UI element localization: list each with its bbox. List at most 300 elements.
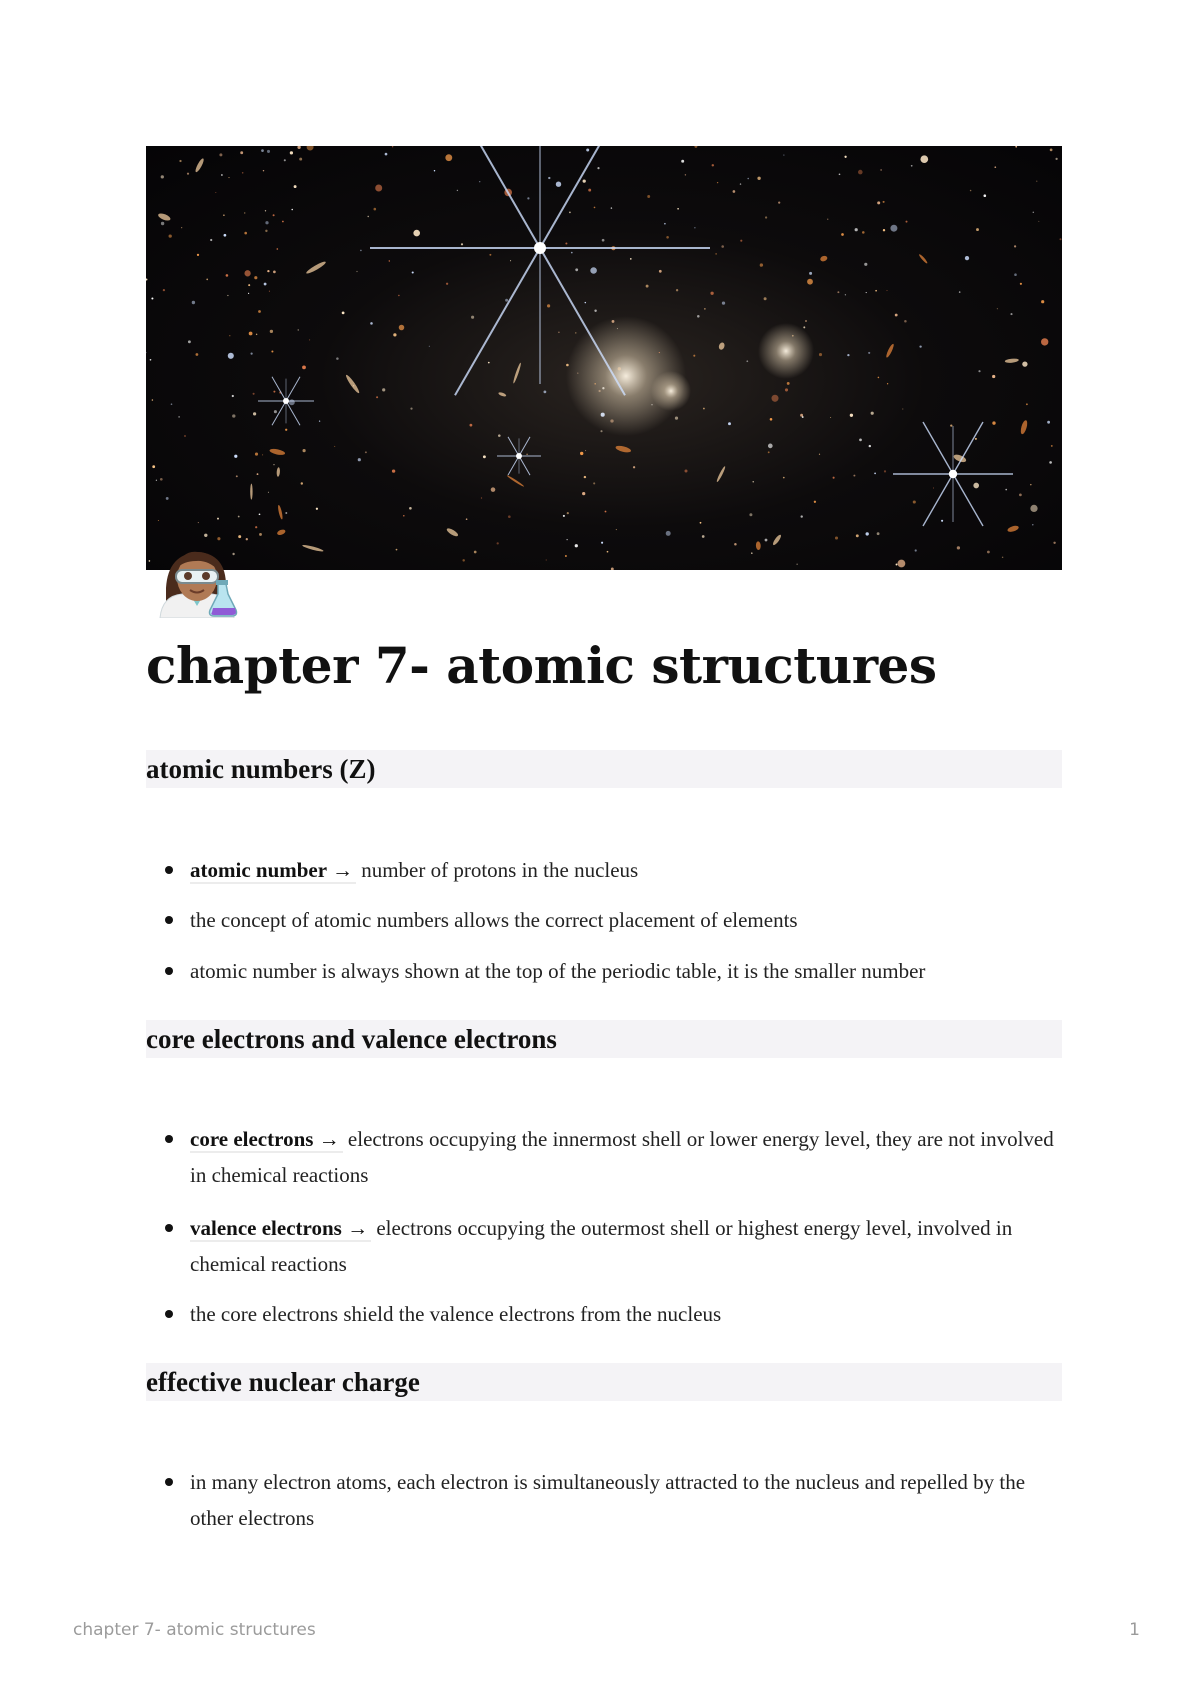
star-dot [871,412,874,415]
galaxy-glow [758,323,814,379]
star-dot [268,492,269,493]
star-dot [797,564,798,565]
star-dot [704,308,705,309]
star-dot [316,508,318,510]
bright-star [258,377,314,425]
star-dot [957,546,960,549]
star-dot [309,339,310,340]
star-dot [336,357,339,360]
star-dot [787,382,790,385]
star-dot [915,549,917,551]
star-dot [244,270,250,276]
star-dot [712,164,714,166]
bright-star [893,422,1013,526]
item-text: in many electron atoms, each electron is simultaneously attracted to the nucleus and repelled by the other electrons [190,1470,1026,1530]
star-dot [728,422,731,425]
star-dot [382,388,385,391]
cover-image [146,146,1062,570]
star-dot [722,301,725,304]
star-dot [778,201,780,203]
star-dot [238,516,240,518]
star-dot [858,170,863,175]
star-dot [884,470,886,472]
star-dot [874,473,876,475]
star-dot [913,500,916,503]
star-dot [152,465,155,468]
star-dot [875,290,877,292]
star-dot [697,315,700,318]
star-dot [265,221,268,224]
star-dot [987,551,990,554]
star-dot [393,333,396,336]
star-dot [975,438,977,440]
list-item [190,1210,1070,1282]
bullet-icon [165,1224,173,1232]
star-dot [301,482,303,484]
star-dot [265,230,267,232]
star-dot [1051,445,1053,447]
star-dot [271,350,273,352]
star-dot [267,270,269,272]
star-dot [221,174,223,176]
star-dot [389,260,390,261]
star-dot [334,446,335,447]
star-dot [429,346,430,347]
star-dot [181,227,182,228]
star-dot [593,482,595,484]
star-dot [675,417,678,420]
star-dot [733,190,736,193]
star-dot [841,233,844,236]
list-item [190,1464,1070,1536]
star-dot [703,408,705,410]
star-dot [565,242,567,244]
star-dot [470,424,473,427]
star-dot [1047,421,1050,424]
star-dot [356,271,357,272]
star-dot [267,150,270,153]
star-dot [575,544,578,547]
star-dot [548,177,550,179]
star-dot [358,458,361,461]
star-dot [556,181,561,186]
star-dot [819,454,820,455]
star-dot [253,393,255,395]
galaxy-smudge [345,374,361,395]
star-dot [771,395,778,402]
star-dot [291,209,293,211]
galaxy-smudge [756,541,761,550]
star-dot [146,279,147,281]
section-heading-core-valence: core electrons and valence electrons [146,1020,1062,1058]
star-dot [877,201,880,204]
star-dot [830,417,831,418]
star-dot [244,232,247,235]
star-dot [992,421,995,424]
item-text: the core electrons shield the valence electrons from the nucleus [190,1302,722,1326]
list-item [190,902,1070,938]
star-dot [1059,238,1061,240]
star-dot [666,531,671,536]
star-dot [693,355,695,357]
star-dot [594,207,596,209]
star-dot [457,190,458,191]
star-dot [747,178,749,180]
star-dot [765,539,768,542]
star-dot [694,227,695,228]
star-dot [392,146,393,147]
star-dot [376,396,378,398]
star-dot [527,197,529,199]
star-dot [835,536,838,539]
galaxy-smudge [276,529,286,537]
star-dot [611,207,612,208]
star-dot [262,454,263,455]
galaxy-smudge [885,343,895,358]
star-dot [342,312,345,315]
star-dot [585,302,586,303]
star-dot [166,497,169,500]
star-dot [959,291,961,293]
star-dot [413,230,420,237]
star-dot [1019,494,1022,497]
star-dot [227,295,228,296]
star-dot [273,391,275,393]
star-dot [489,254,491,256]
star-dot [229,335,230,336]
star-dot [253,412,256,415]
star-dot [224,234,227,237]
star-dot [285,429,287,431]
star-dot [257,473,259,475]
star-dot [508,515,511,518]
star-dot [567,539,568,540]
star-dot [616,529,617,530]
star-dot [228,177,229,178]
star-dot [446,283,448,285]
star-dot [978,370,980,372]
star-dot [251,353,253,355]
bright-star [497,437,541,475]
star-dot [864,263,867,266]
star-dot [585,450,586,451]
star-dot [409,507,412,510]
star-dot [715,253,716,254]
star-dot [466,518,468,520]
bullet-icon [165,1310,173,1318]
star-dot [198,522,199,523]
galaxy-smudge [1005,358,1019,363]
galaxy-field-image [146,146,1062,570]
item-text: the concept of atomic numbers allows the correct placement of elements [190,908,798,932]
star-dot [883,229,885,231]
star-dot [685,174,686,175]
star-dot [228,353,234,359]
star-dot [994,166,996,168]
star-dot [491,487,496,492]
galaxy-smudge [1007,525,1020,533]
star-dot [481,497,482,498]
bullet-icon [165,1478,173,1486]
galaxy-smudge [1020,420,1029,435]
galaxy-smudge [277,505,283,520]
star-dot [973,483,979,489]
star-dot [1053,542,1055,544]
star-dot [392,469,395,472]
star-dot [803,326,805,328]
star-dot [248,293,249,294]
galaxy-smudge [269,448,286,456]
star-dot [307,146,314,151]
star-dot [488,362,490,364]
star-dot [710,292,713,295]
star-dot [853,475,855,477]
star-dot [844,156,846,158]
star-dot [497,542,499,544]
star-dot [254,276,257,279]
item-text: electrons occupying the innermost shell or lower energy level, they are not involved in chemical reactions [190,1127,1054,1187]
star-dot [558,332,560,334]
galaxy-smudge [302,544,324,553]
star-dot [877,532,880,535]
scientist-emoji-icon [152,528,242,618]
star-dot [866,292,867,293]
star-dot [594,309,596,311]
page-number: 1 [1129,1620,1140,1640]
star-dot [887,383,888,384]
galaxy-smudge [194,158,205,174]
star-dot [997,308,998,309]
star-dot [370,322,373,325]
star-dot [814,501,816,503]
star-dot [215,192,216,193]
star-dot [544,391,547,394]
star-dot [801,515,803,517]
star-dot [152,399,154,401]
galaxy-smudge [276,467,280,477]
star-dot [563,515,565,517]
star-dot [1030,484,1032,486]
star-dot [249,332,253,336]
star-dot [184,435,186,437]
star-dot [760,263,763,266]
star-dot [783,155,784,156]
star-dot [505,299,508,302]
item-text: electrons occupying the outermost shell or highest energy level, involved in chemical reactions [190,1216,1013,1276]
star-dot [700,522,702,524]
star-dot [746,360,748,362]
galaxy-smudge [716,466,726,483]
star-dot [240,151,243,154]
star-dot [368,216,369,217]
star-dot [270,330,273,333]
star-dot [264,283,267,286]
star-dot [757,177,760,180]
star-dot [1041,338,1048,345]
star-dot [396,549,398,551]
star-dot [880,169,881,170]
star-dot [807,279,813,285]
star-dot [151,297,153,299]
star-dot [248,284,250,286]
star-dot [234,455,237,458]
item-text: atomic number is always shown at the top of the periodic table, it is the smaller number [190,959,926,983]
galaxy-smudge [820,255,829,262]
star-dot [149,560,151,562]
term-label: valence electrons → [190,1216,371,1242]
star-dot [273,271,276,274]
star-dot [285,512,287,514]
star-dot [196,353,199,356]
star-dot [809,272,812,275]
star-dot [479,181,480,182]
star-dot [146,352,147,353]
star-dot [412,271,414,273]
star-dot [611,568,614,570]
star-dot [1015,146,1017,148]
star-dot [768,451,770,453]
star-dot [805,320,807,322]
star-dot [819,353,822,356]
star-dot [297,146,300,149]
star-dot [302,366,306,370]
galaxy-smudge [157,212,171,222]
star-dot [171,403,173,405]
list-item [190,852,1070,888]
star-dot [633,466,635,468]
star-dot [1033,212,1034,213]
star-dot [206,279,208,281]
star-dot [833,477,835,479]
star-dot [694,146,697,148]
star-dot [547,304,550,307]
star-dot [837,291,839,293]
star-dot [659,270,662,273]
star-dot [890,225,897,232]
star-dot [768,444,773,449]
list-item [190,1121,1070,1193]
star-dot [1020,283,1022,285]
bullet-icon [165,967,173,975]
star-dot [246,538,248,540]
star-dot [869,445,871,447]
star-dot [902,408,903,409]
star-dot [586,149,589,152]
star-dot [276,248,278,250]
star-dot [647,195,650,198]
star-dot [567,512,569,514]
star-dot [920,155,928,163]
star-dot [783,477,785,479]
bullet-icon [165,1135,173,1143]
star-dot [933,487,934,488]
star-dot [483,455,486,458]
star-dot [265,210,266,211]
star-dot [462,559,464,561]
star-dot [607,551,609,553]
star-dot [375,184,382,191]
star-dot [217,518,219,520]
star-dot [284,159,286,161]
star-dot [753,481,754,482]
star-dot [161,222,164,225]
star-dot [866,532,869,535]
star-dot [850,414,853,417]
star-dot [740,183,741,184]
star-dot [897,560,905,568]
galaxy-smudge [250,484,252,500]
star-dot [474,551,477,554]
star-dot [590,267,597,274]
star-dot [319,420,320,421]
star-dot [571,252,573,254]
star-dot [630,258,632,260]
star-dot [751,552,753,554]
galaxy-smudge [772,534,783,546]
star-dot [605,511,607,513]
star-dot [580,452,583,455]
star-dot [740,240,742,242]
item-text: number of protons in the nucleus [361,858,639,882]
galaxy-smudge [718,342,726,351]
star-dot [666,236,669,239]
star-dot [721,245,724,248]
star-dot [274,410,277,413]
star-dot [878,377,880,379]
star-dot [290,151,293,154]
star-dot [445,154,452,161]
star-dot [223,214,225,216]
star-dot [403,515,405,517]
star-dot [856,534,859,537]
galaxy-smudge [305,260,327,275]
bullet-icon [165,916,173,924]
star-dot [887,290,888,291]
galaxy-smudge [446,527,459,538]
star-dot [677,208,679,210]
galaxy-smudge [506,475,524,488]
star-dot [187,173,189,175]
star-dot [232,414,235,417]
star-dot [192,301,195,304]
star-dot [911,165,913,167]
star-dot [259,533,262,536]
star-dot [261,149,264,152]
star-dot [1022,361,1027,366]
star-dot [1002,557,1003,558]
star-dot [765,216,767,218]
star-dot [255,453,258,456]
list-item [190,1296,1070,1332]
star-dot [269,291,270,292]
star-dot [583,179,586,182]
star-dot [158,520,159,521]
star-dot [601,542,603,544]
star-dot [565,555,567,557]
star-dot [365,451,367,453]
star-dot [526,454,528,456]
star-dot [1010,313,1012,315]
star-dot [282,221,284,223]
star-dot [906,221,908,223]
star-dot [597,167,599,169]
star-dot [236,475,238,477]
star-dot [685,470,688,473]
star-dot [156,480,157,481]
star-dot [255,526,257,528]
star-dot [169,234,172,237]
star-dot [273,464,274,465]
